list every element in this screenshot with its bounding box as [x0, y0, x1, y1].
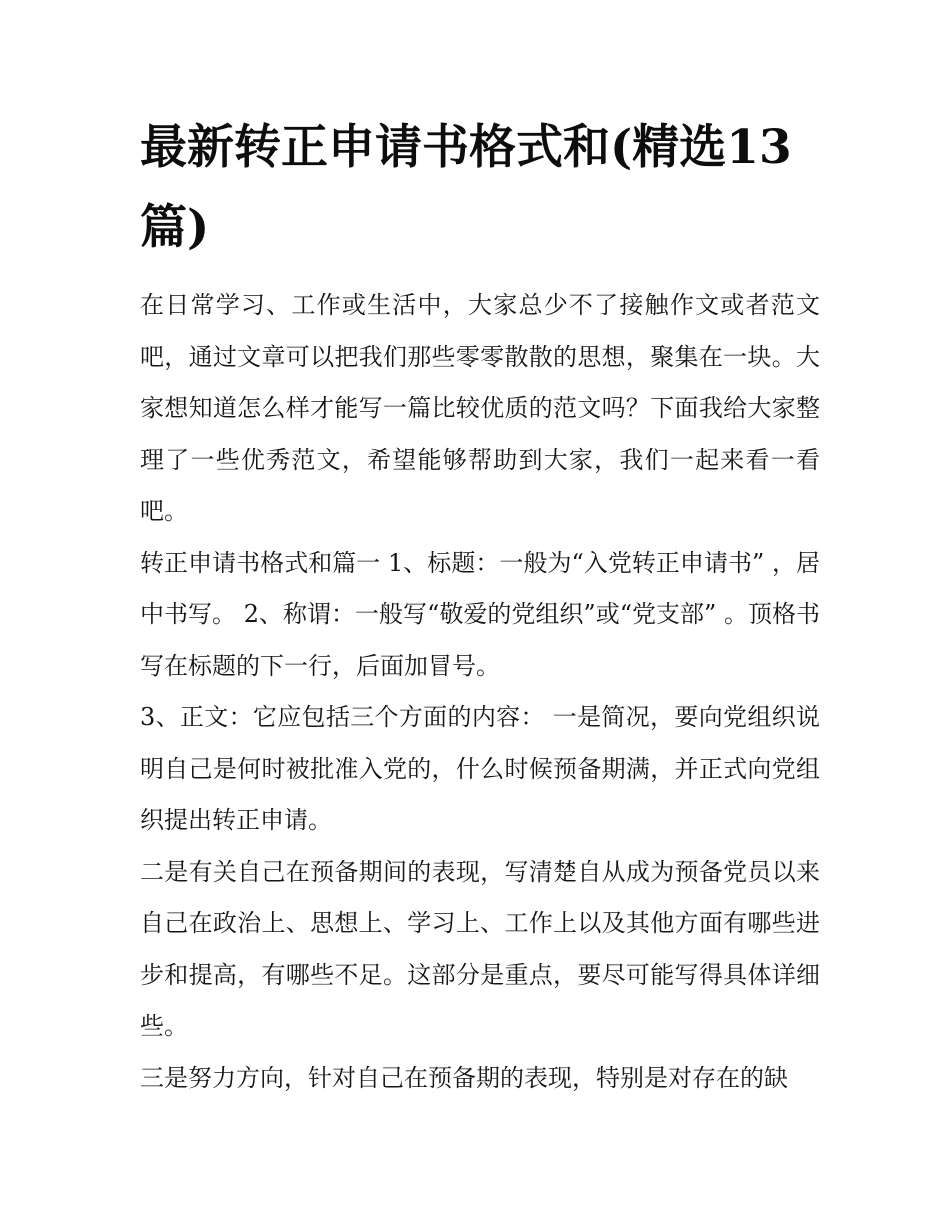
document-title: 最新转正申请书格式和(精选13篇): [140, 120, 792, 255]
document-body: [140, 280, 820, 1104]
document-content: [140, 108, 820, 1104]
body-section-paragraph: 3、正文：它应包括三个方面的内容： 一是简况，要向党组织说明自己是何时被批准入党的，什么时候预备期满，并正式向党组织提出转正申请。: [140, 703, 820, 834]
direction-paragraph: 三是努力方向，针对自己在预备期的表现，特别是对存在的缺: [140, 1063, 788, 1092]
format-title-salutation-paragraph: 转正申请书格式和篇一 1、标题：一般为“入党转正申请书” ，居中书写。 2、称谓：一般写“敬爱的党组织”或“党支部” 。顶格书写在标题的下一行，后面加冒号。: [140, 548, 820, 680]
intro-paragraph: 在日常学习、工作或生活中，大家总少不了接触作文或者范文吧，通过文章可以把我们那些零零散散的思想，聚集在一块。大家想知道怎么样才能写一篇比较优质的范文吗？下面我给大家整理了一些优秀范文，希望能够帮助到大家，我们一起来看一看吧。: [140, 291, 820, 525]
performance-paragraph: 二是有关自己在预备期间的表现，写清楚自从成为预备党员以来自己在政治上、思想上、学习上、工作上以及其他方面有哪些进步和提高，有哪些不足。这部分是重点，要尽可能写得具体详细些。: [140, 857, 820, 1040]
